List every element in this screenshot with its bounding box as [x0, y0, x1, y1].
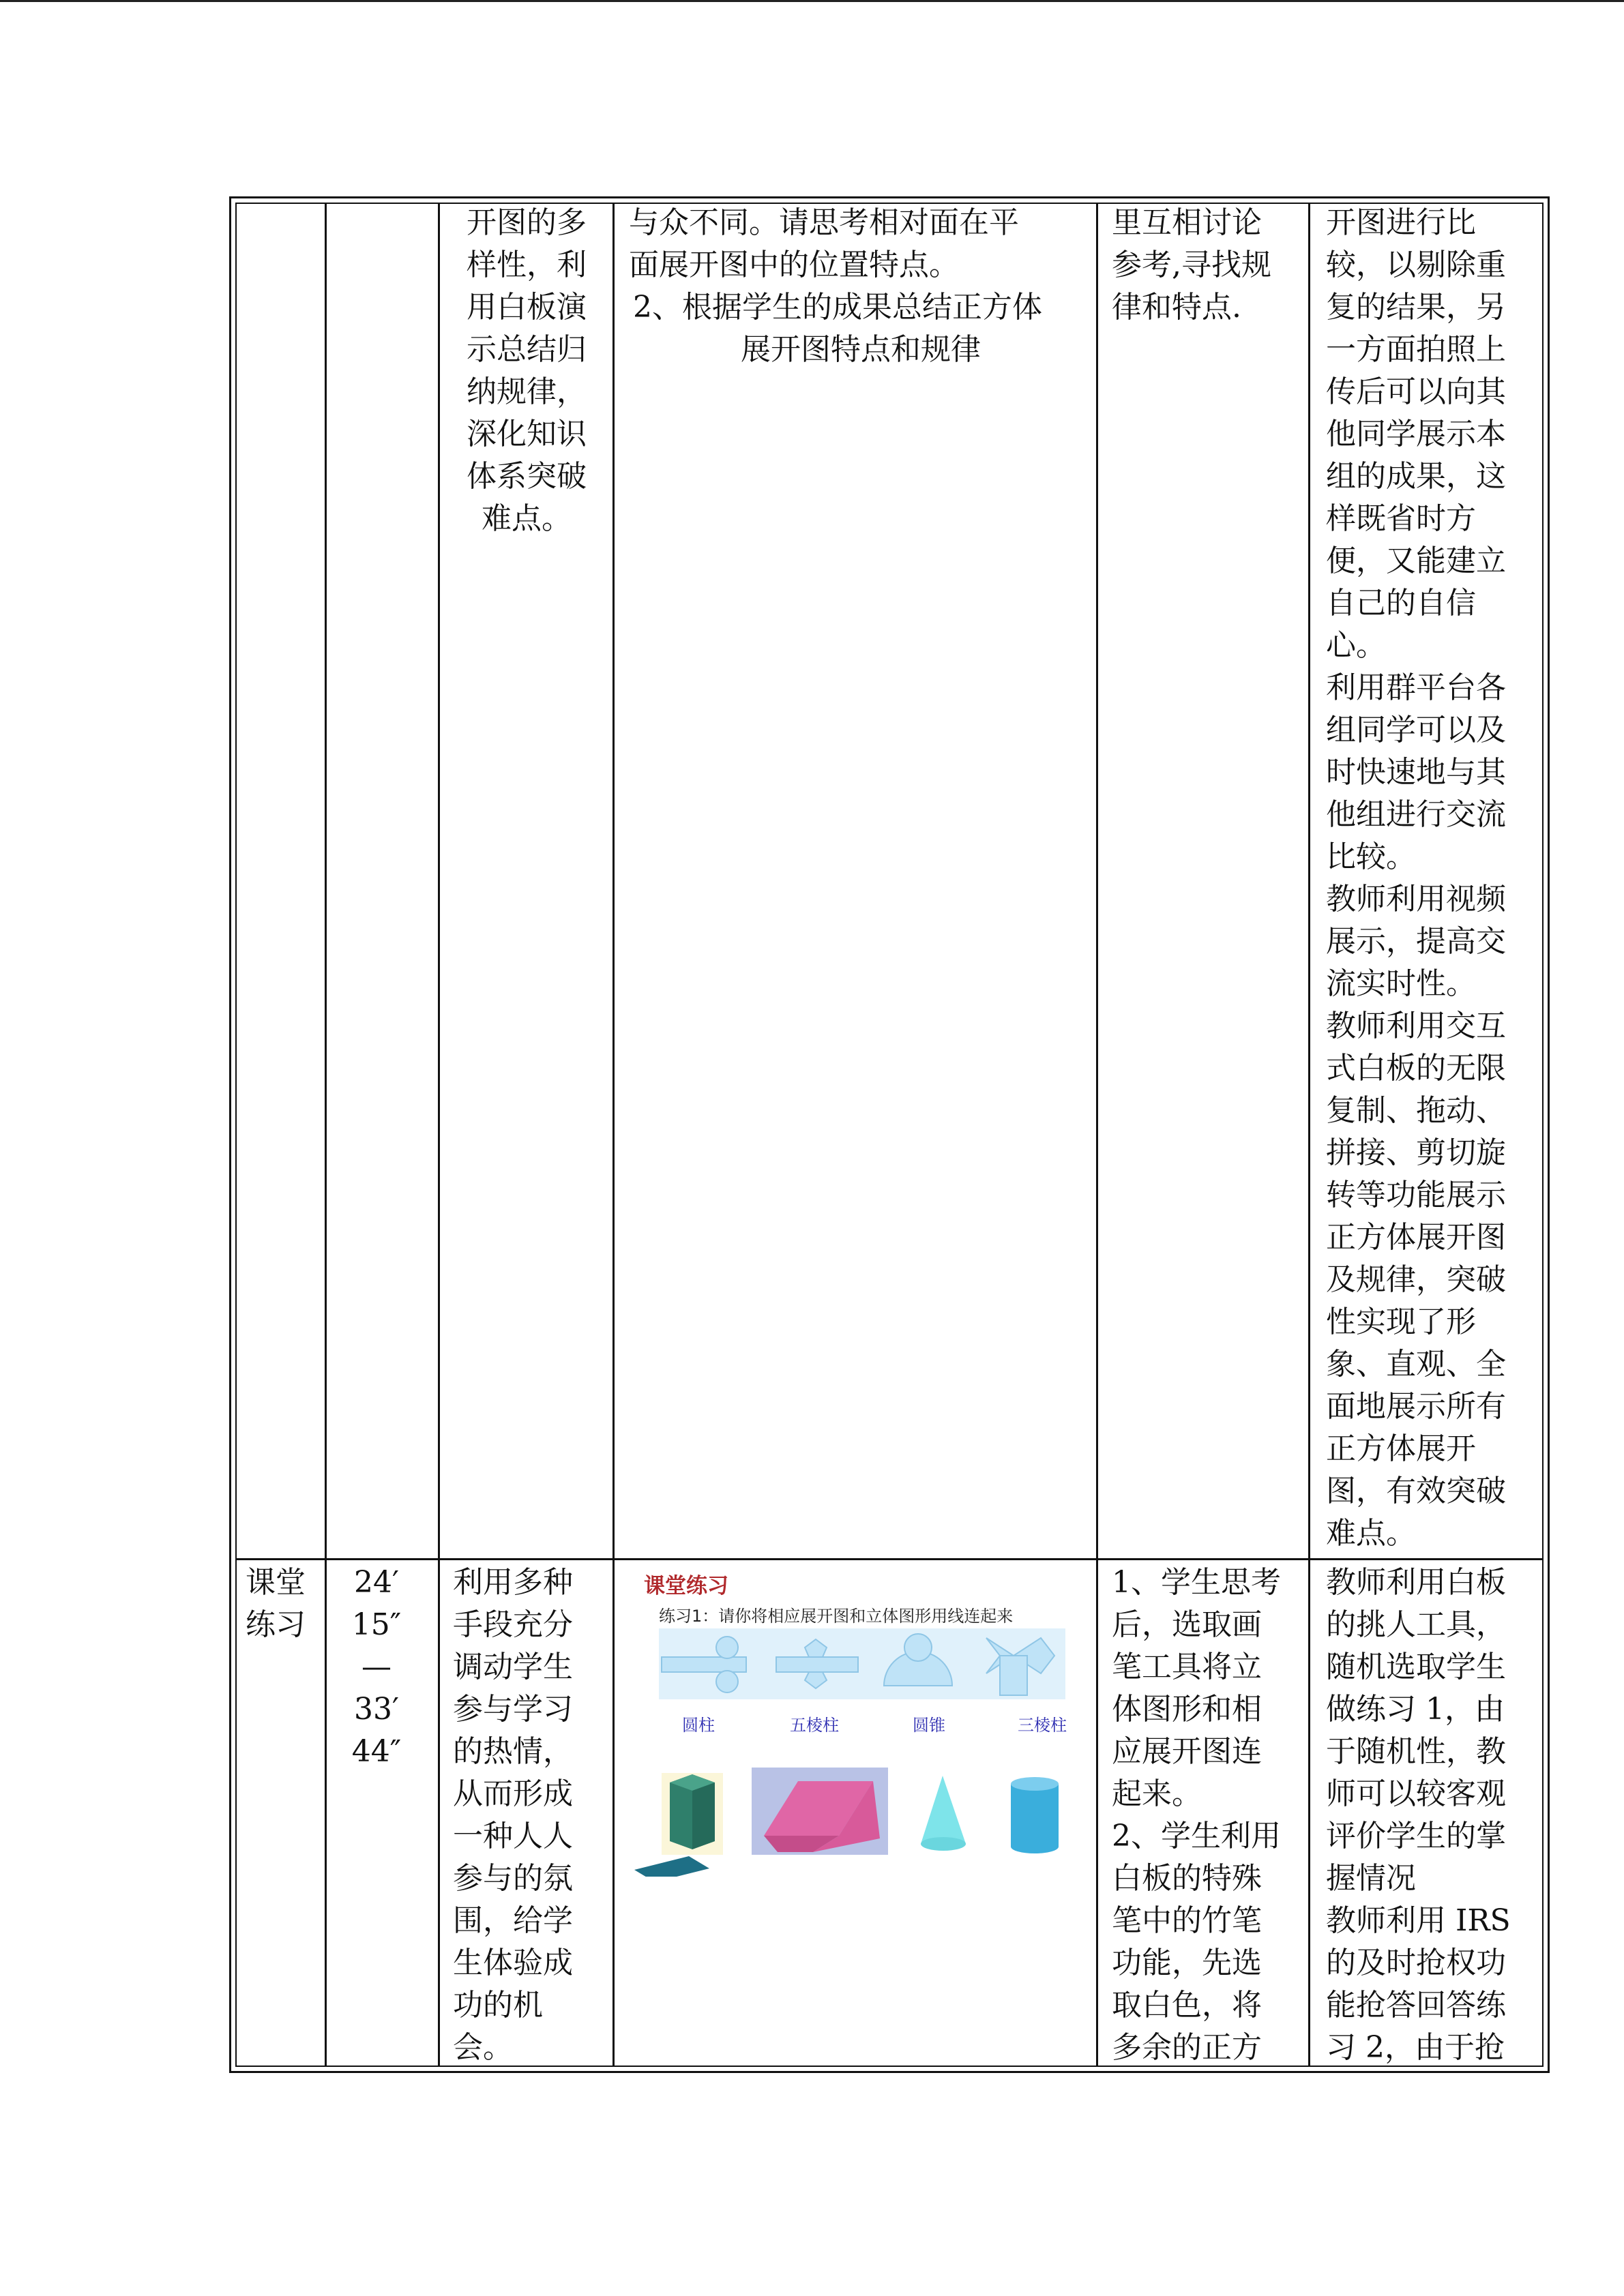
text-line: 复的结果，另	[1326, 290, 1506, 325]
text-line: 象、直观、全	[1326, 1347, 1506, 1382]
text-line: 一种人人	[453, 1819, 573, 1853]
text-line: 参考,寻找规	[1112, 248, 1271, 282]
text-line: 应展开图连	[1112, 1734, 1262, 1769]
text-line: 功的机	[453, 1988, 543, 2023]
net-label-cone: 圆锥	[913, 1716, 945, 1735]
row2-student-cell	[1112, 1562, 1307, 2069]
text-line: 2、根据学生的成果总结正方体	[633, 290, 1042, 325]
row1-tech-cell	[1326, 202, 1543, 1555]
column-divider	[325, 203, 327, 2067]
text-line: 难点。	[482, 501, 572, 536]
text-line: 样既省时方	[1326, 501, 1476, 536]
text-line: 围，给学	[453, 1903, 573, 1938]
text-line: 33′	[354, 1692, 399, 1727]
text-line: 教师利用交互	[1326, 1009, 1506, 1043]
text-line: 的挑人工具，	[1326, 1607, 1506, 1642]
text-line: 师可以较客观	[1326, 1776, 1506, 1811]
net-label-cylinder: 圆柱	[682, 1716, 715, 1735]
text-line: 样性，利	[467, 248, 587, 282]
text-line: 开图进行比	[1326, 205, 1476, 240]
text-line: 24′	[354, 1565, 399, 1600]
text-line: 传后可以向其	[1326, 374, 1506, 409]
text-line: 示总结归	[467, 332, 587, 367]
text-line: 律和特点.	[1112, 290, 1241, 325]
text-line: 里互相讨论	[1112, 205, 1262, 240]
text-line: 于随机性，教	[1326, 1734, 1506, 1769]
column-divider	[1096, 203, 1098, 2067]
text-line: 生体验成	[453, 1945, 573, 1980]
text-line: 手段充分	[453, 1607, 573, 1642]
text-line: 功能，先选	[1112, 1945, 1262, 1980]
text-line: 性实现了形	[1326, 1304, 1476, 1339]
text-line: 后，选取画	[1112, 1607, 1262, 1642]
text-line: 便，又能建立	[1326, 543, 1506, 578]
net-label-pentagonal-prism: 五棱柱	[790, 1716, 839, 1735]
text-line: 式白板的无限	[1326, 1051, 1506, 1086]
text-line: 习 2，由于抢	[1326, 2030, 1505, 2065]
text-line: 做练习 1，由	[1326, 1692, 1505, 1727]
nets-strip	[659, 1628, 1065, 1699]
text-line: 多余的正方	[1112, 2030, 1262, 2065]
page-top-border	[0, 0, 1624, 2]
column-divider	[438, 203, 440, 2067]
text-line: 1、学生思考	[1112, 1565, 1281, 1600]
text-line: 展示，提高交	[1326, 924, 1506, 959]
text-line: 一方面拍照上	[1326, 332, 1506, 367]
text-line: 展开图特点和规律	[741, 332, 981, 367]
text-line: 开图的多	[467, 205, 587, 240]
text-line: 比较。	[1326, 839, 1416, 874]
text-line: 组的成果，这	[1326, 459, 1506, 494]
text-line: 的热情，	[453, 1734, 573, 1769]
text-line: 流实时性。	[1326, 966, 1476, 1001]
text-line: 与众不同。请思考相对面在平	[629, 205, 1019, 240]
row2-stage-cell	[246, 1562, 322, 1646]
text-line: 及规律，突破	[1326, 1262, 1506, 1297]
exercise-instruction: 练习1：请你将相应展开图和立体图形用线连起来	[659, 1607, 1014, 1626]
nets-illustration	[659, 1628, 1065, 1699]
exercise-slide-image	[634, 1563, 1078, 1877]
text-line: 起来。	[1112, 1776, 1202, 1811]
text-line: 参与的氛	[453, 1861, 573, 1896]
text-line: 参与学习	[453, 1692, 573, 1727]
text-line: 较，以剔除重	[1326, 248, 1506, 282]
text-line: 会。	[453, 2030, 513, 2065]
text-line: 的及时抢权功	[1326, 1945, 1506, 1980]
row2-time-cell	[329, 1562, 424, 1773]
text-line: 调动学生	[453, 1650, 573, 1684]
text-line: 体系突破	[467, 459, 587, 494]
solids-illustration	[634, 1768, 1078, 1877]
text-line: —	[361, 1650, 392, 1684]
text-line: 他组进行交流	[1326, 797, 1506, 832]
text-line: 面展开图中的位置特点。	[629, 248, 959, 282]
text-line: 纳规律，	[467, 374, 587, 409]
text-line: 复制、拖动、	[1326, 1093, 1506, 1128]
net-label-triangular-prism: 三棱柱	[1018, 1716, 1067, 1735]
text-line: 深化知识	[467, 417, 587, 451]
text-line: 组同学可以及	[1326, 713, 1506, 747]
text-line: 面地展示所有	[1326, 1389, 1506, 1424]
exercise-title: 课堂练习	[644, 1574, 728, 1598]
text-line: 笔中的竹笔	[1112, 1903, 1262, 1938]
text-line: 体图形和相	[1112, 1692, 1262, 1727]
text-line: 正方体展开	[1326, 1431, 1476, 1466]
text-line: 心。	[1326, 628, 1386, 663]
text-line: 教师利用 IRS	[1326, 1903, 1511, 1938]
column-divider	[612, 203, 615, 2067]
row1-student-cell	[1112, 202, 1305, 329]
text-line: 图，有效突破	[1326, 1474, 1506, 1508]
text-line: 从而形成	[453, 1776, 573, 1811]
row1-activity-cell	[629, 202, 1093, 371]
text-line: 握情况	[1326, 1861, 1416, 1896]
row2-tech-cell	[1326, 1562, 1543, 2069]
text-line: 44″	[351, 1734, 402, 1769]
text-line: 笔工具将立	[1112, 1650, 1262, 1684]
text-line: 白板的特殊	[1112, 1861, 1262, 1896]
text-line: 利用多种	[453, 1565, 573, 1600]
text-line: 随机选取学生	[1326, 1650, 1506, 1684]
text-line: 自己的自信	[1326, 586, 1476, 621]
row-divider	[235, 1558, 1544, 1560]
text-line: 正方体展开图	[1326, 1220, 1506, 1255]
text-line: 2、学生利用	[1112, 1819, 1281, 1853]
text-line: 取白色，将	[1112, 1988, 1262, 2023]
text-line: 课堂	[246, 1565, 306, 1600]
row2-purpose-cell	[453, 1562, 610, 2069]
text-line: 用白板演	[467, 290, 587, 325]
text-line: 转等功能展示	[1326, 1178, 1506, 1212]
text-line: 难点。	[1326, 1516, 1416, 1551]
text-line: 利用群平台各	[1326, 670, 1506, 705]
text-line: 15″	[351, 1607, 402, 1642]
text-line: 教师利用视频	[1326, 882, 1506, 916]
column-divider	[1308, 203, 1310, 2067]
text-line: 能抢答回答练	[1326, 1988, 1506, 2023]
text-line: 他同学展示本	[1326, 417, 1506, 451]
text-line: 拼接、剪切旋	[1326, 1135, 1506, 1170]
text-line: 时快速地与其	[1326, 755, 1506, 790]
text-line: 教师利用白板	[1326, 1565, 1506, 1600]
text-line: 评价学生的掌	[1326, 1819, 1506, 1853]
text-line: 练习	[246, 1607, 306, 1642]
row1-purpose-cell	[442, 202, 611, 540]
